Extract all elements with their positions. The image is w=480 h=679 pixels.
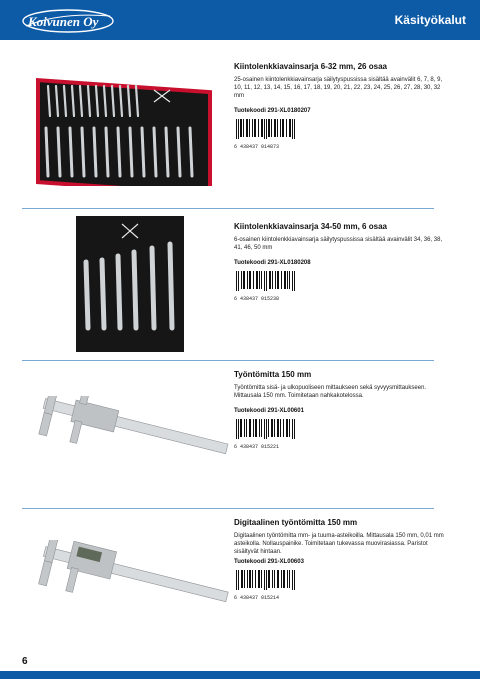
barcode (234, 271, 296, 302)
wrench-set-6-image (76, 216, 184, 352)
caliper-image (30, 396, 230, 468)
barcode-icon (234, 570, 296, 590)
product-code: Tuotekoodi 291-XL00601 (234, 408, 304, 414)
product-code: Tuotekoodi 291-XL00603 (234, 559, 304, 565)
barcode-number: 6 438437 015221 (234, 444, 280, 450)
barcode (234, 419, 296, 450)
divider (22, 508, 434, 509)
product-code: Tuotekoodi 291-XL0180208 (234, 260, 311, 266)
product-title: Digitaalinen työntömitta 150 mm (234, 518, 358, 527)
barcode-icon (234, 119, 296, 139)
product-info (234, 518, 444, 601)
product-description: Digitaalinen työntömitta mm- ja tuuma-asteikoilla. Mittausala 150 mm, 0,01 mm asteikolla. Nollauspainike. Toimitetaan tukevassa muovirasiassa. Paristot sisältyvät hintaan. (234, 533, 444, 555)
product-description: Työntömitta sisä- ja ulkopuoliseen mittaukseen sekä syvyysmittaukseen. Mittausala 150 mm. Toimitetaan nahkakotelossa. (234, 385, 427, 399)
section-title: Käsityökalut (394, 13, 466, 27)
page-footer (0, 671, 480, 679)
product-description: 6-osainen kiintolenkkiavainsarja säilytyspussissa sisältää avainvälit 34, 36, 38, 41, 46, 50 mm (234, 237, 443, 251)
page-number: 6 (22, 656, 28, 667)
barcode-number: 6 438437 015214 (234, 595, 280, 601)
page-header (0, 0, 480, 40)
product-title: Kiintolenkkiavainsarja 6-32 mm, 26 osaa (234, 62, 387, 71)
barcode-number: 6 438437 015238 (234, 296, 280, 302)
barcode-icon (234, 271, 296, 291)
divider (22, 360, 434, 361)
barcode (234, 119, 296, 150)
product-description: 25-osainen kiintolenkkiavainsarja säilytyspussissa sisältää avainvälit 6, 7, 8, 9, 10, 11, 12, 13, 14, 15, 16, 17, 18, 19, 20, 21, 22, 23, 24, 25, 26, 27, 28, 30, 32 mm (234, 77, 443, 99)
product-code: Tuotekoodi 291-XL0180207 (234, 108, 311, 114)
product-info (234, 62, 444, 150)
digital-caliper-image (30, 540, 230, 622)
product-title: Kiintolenkkiavainsarja 34-50 mm, 6 osaa (234, 222, 387, 231)
product-info (234, 370, 444, 450)
brand-name: Koivunen Oy (28, 14, 99, 29)
divider (22, 208, 434, 209)
barcode-number: 6 438437 014873 (234, 144, 280, 150)
brand-logo (20, 6, 116, 36)
barcode (234, 570, 296, 601)
product-title: Työntömitta 150 mm (234, 370, 312, 379)
product-info (234, 222, 444, 302)
wrench-set-26-image (36, 72, 214, 186)
barcode-icon (234, 419, 296, 439)
